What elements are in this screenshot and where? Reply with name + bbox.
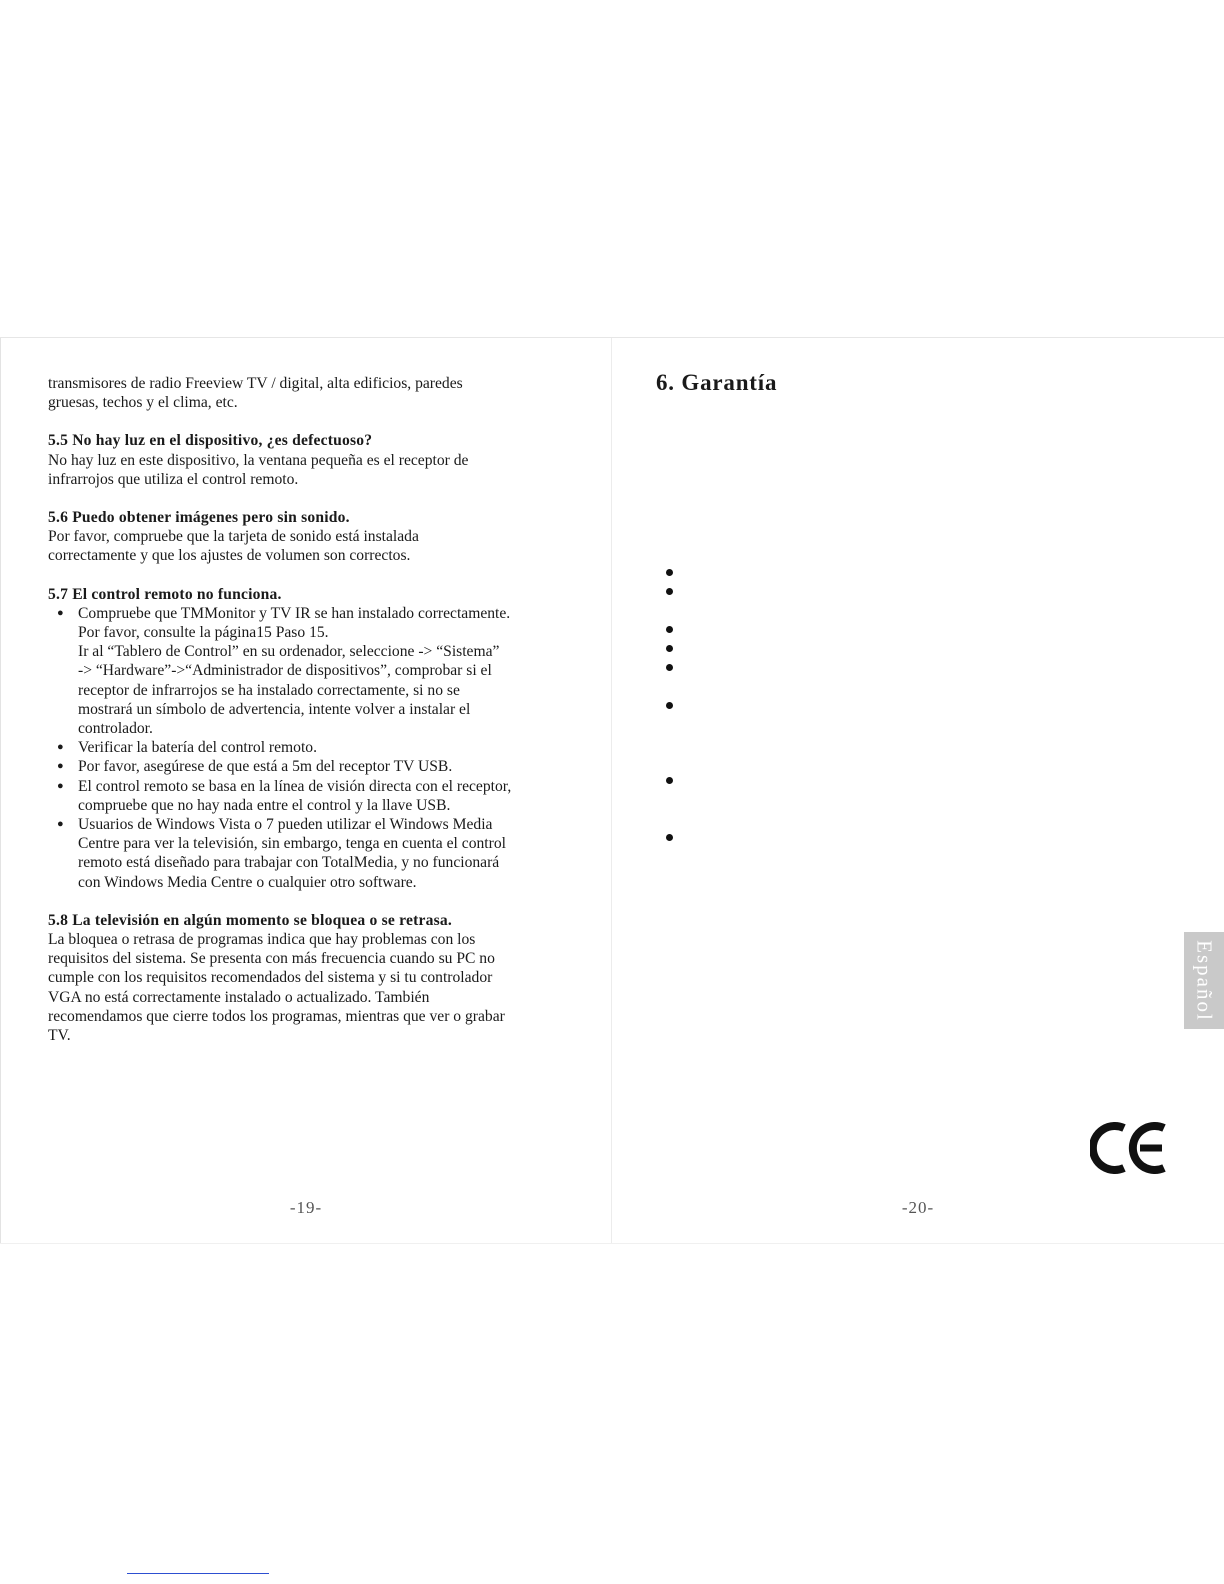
bullet-dot (666, 588, 673, 595)
intro-paragraph: transmisores de radio Freeview TV / digital, alta edificios, paredes gruesas, techos y el clima, etc. (48, 375, 463, 412)
bullet-dot (666, 664, 673, 671)
heading-5-8: 5.8 La televisión en algún momento se bloquea o se retrasa. (48, 911, 452, 929)
paragraph-5-6: Por favor, compruebe que la tarjeta de sonido está instalada correctamente y que los ajustes de volumen son correctos. (48, 528, 419, 565)
paragraph-5-5: No hay luz en este dispositivo, la ventana pequeña es el receptor de infrarrojos que utiliza el control remoto. (48, 451, 469, 488)
list-item: ● Usuarios de Windows Vista o 7 pueden utilizar el Windows Media Centre para ver la televisión, sin embargo, tenga en cuenta el control remoto está diseñado para trabajar con TotalMedia, y no funcionará con Windows Media Centre o cualquier otro software. (48, 815, 588, 892)
bullet-dot (666, 702, 673, 709)
paragraph-5-8: La bloquea o retrasa de programas indica que hay problemas con los requisitos del sistema. Se presenta con más frecuencia cuando su PC no cumple con los requisitos recomendados del sistema y si tu controlador VGA no está correctamente instalado o actualizado. También recomendamos que cierre todos los programas, mientras que ver o grabar TV. (48, 931, 505, 1045)
heading-5-7: 5.7 El control remoto no funciona. (48, 585, 282, 603)
bullet-dot (666, 569, 673, 576)
bullet-dot (666, 834, 673, 841)
manual-spread (0, 337, 1224, 1244)
page-number: -19- (289, 1198, 323, 1217)
page-20 (612, 338, 1224, 1243)
page-19 (0, 338, 612, 1243)
bullet-dot (666, 777, 673, 784)
heading-5-6: 5.6 Puedo obtener imágenes pero sin sonido. (48, 509, 350, 527)
list-item: ● Compruebe que TMMonitor y TV IR se han instalado correctamente. Por favor, consulte la página15 Paso 15. Ir al “Tablero de Control” en su ordenador, seleccione -> “Sistema” -> “Hardware”->“Administrador de dispositivos”, comprobar si el receptor de infrarrojos se ha instalado correctamente, si no se mostrará un símbolo de advertencia, intente volver a instalar el controlador. (48, 604, 588, 738)
list-item: ● Por favor, asegúrese de que está a 5m del receptor TV USB. (48, 757, 588, 776)
remote-control-checklist (48, 604, 588, 892)
list-item: ● Verificar la batería del control remoto. (48, 738, 588, 757)
troubleshooting-content (48, 374, 588, 1045)
link-underline (127, 1573, 269, 1574)
page-number: -20- (901, 1198, 935, 1217)
section-title: 6. Garantía (656, 370, 778, 395)
bullet-dot (666, 645, 673, 652)
language-tab-label: Español (1192, 939, 1217, 1022)
ce-mark-icon (1090, 1118, 1170, 1178)
heading-5-5: 5.5 No hay luz en el dispositivo, ¿es defectuoso? (48, 432, 373, 450)
language-tab (1184, 932, 1224, 1029)
list-item: ● El control remoto se basa en la línea de visión directa con el receptor, compruebe que no hay nada entre el control y la llave USB. (48, 777, 588, 815)
bullet-dot (666, 626, 673, 633)
